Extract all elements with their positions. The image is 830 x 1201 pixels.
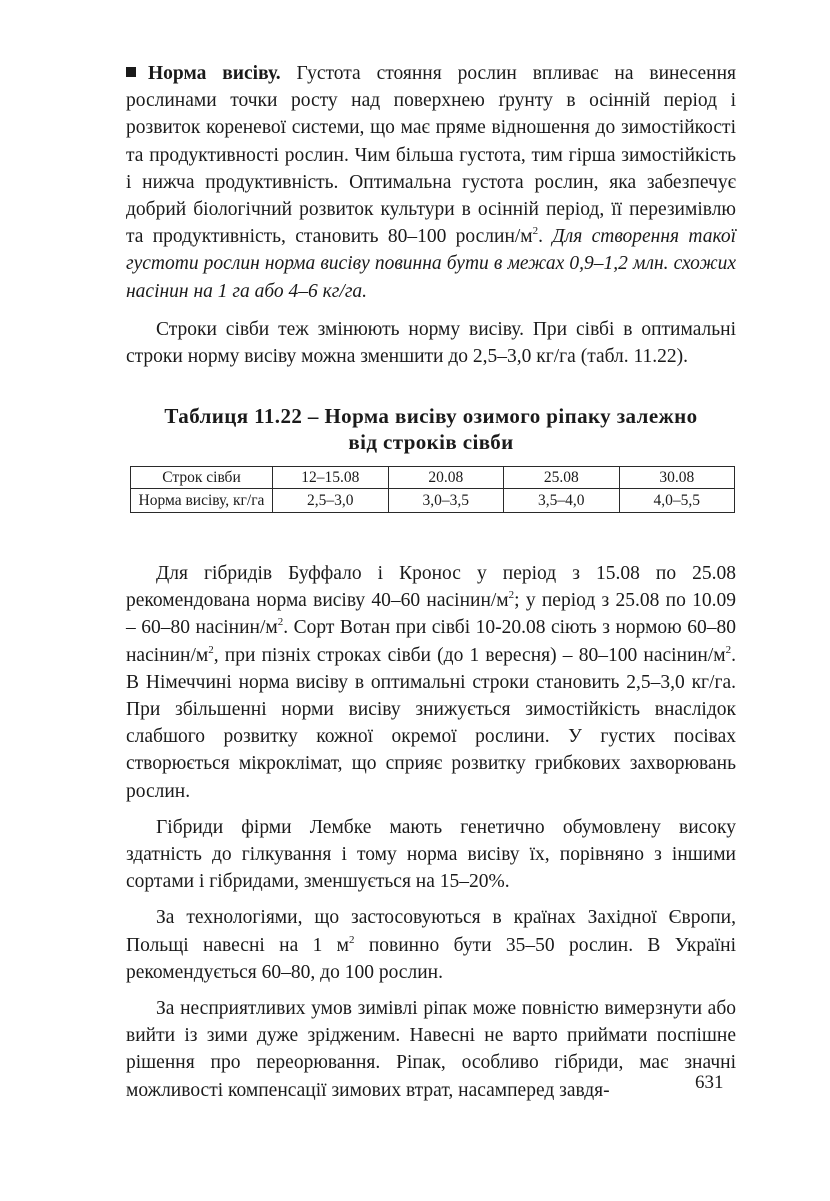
table-header-cell: Строк сівби bbox=[131, 467, 273, 489]
heading-seeding-rate: Норма висіву. bbox=[148, 63, 281, 84]
table-cell: 2,5–3,0 bbox=[273, 489, 389, 513]
paragraph-text: ; у період з 25.08 по 10.09 – 60–80 насінин/м bbox=[126, 590, 736, 639]
superscript: 2 bbox=[725, 643, 732, 656]
paragraph-text: Для гібридів Буффало і Кронос у період з 15.08 по 25.08 рекомендована норма висіву 40–60 насінин/м bbox=[126, 563, 736, 612]
paragraph-text: . bbox=[538, 226, 544, 248]
table-header-cell: 20.08 bbox=[388, 467, 504, 489]
table-row bbox=[131, 489, 735, 513]
paragraph-text: , при пізніх строках сівби (до 1 вересня) – 80–100 насінин/м bbox=[213, 644, 726, 666]
paragraph-text: повинно бути 35–50 рослин. В Україні рекомендується 60–80, до 100 рослин. bbox=[126, 934, 737, 983]
table-header-cell: 25.08 bbox=[504, 467, 620, 489]
table-header-cell: 30.08 bbox=[619, 467, 735, 489]
table-header-cell: 12–15.08 bbox=[273, 467, 389, 489]
paragraph-hybrids bbox=[126, 560, 736, 805]
superscript: 2 bbox=[532, 225, 539, 238]
bullet-square-icon bbox=[126, 67, 136, 77]
section-seeding-rate bbox=[126, 60, 736, 370]
table-cell: 3,5–4,0 bbox=[504, 489, 620, 513]
paragraph-text: . Сорт Вотан при сівбі 10-20.08 сіють з нормою 60–80 насінин/м bbox=[126, 617, 736, 666]
paragraph-text: Густота стояння рослин впливає на винесення рослинами точки росту над поверхнею ґрунту в осінній період і розвиток кореневої системи, що має пряме відношення до зимостійкості та продуктивності рослин. Чим більша густота, тим гірша зимостійкість і нижча продуктивність. Оптимальна густота рослин, яка забезпечує добрий біологічний розвиток культури в осінній період, її перезимівлю та продуктивність, становить 80–100 рослин/м bbox=[126, 63, 736, 248]
table-cell: 3,0–3,5 bbox=[388, 489, 504, 513]
table-caption-line: Таблиця 11.22 – Норма висіву озимого ріпаку залежно bbox=[164, 404, 698, 428]
paragraph-italic-text: Для створення такої густоти рослин норма висіву повинна бути в межах 0,9–1,2 млн. схожих насінин на 1 га або 4–6 кг/га. bbox=[126, 226, 737, 302]
superscript: 2 bbox=[277, 616, 284, 629]
section-hybrids bbox=[126, 560, 736, 1104]
paragraph-text: За технологіями, що застосовуються в країнах Західної Європи, Польщі навесні на 1 м bbox=[126, 907, 736, 956]
table-header-row bbox=[131, 467, 735, 489]
superscript: 2 bbox=[208, 643, 214, 656]
paragraph-text: . В Німеччині норма висіву в оптимальні строки становить 2,5–3,0 кг/га. При збільшенні норми висіву знижується зимостійкість внаслідок слабшого розвитку кожної окремої рослини. У густих посівах створюється мікроклімат, що сприяє розвитку грибкових захворювань рослин. bbox=[126, 644, 736, 802]
paragraph-lembke: Гібриди фірми Лембке мають генетично обумовлену високу здатність до гілкування і тому норма висіву їх, порівняно з іншими сортами і гібридами, зменшується на 15–20%. bbox=[126, 816, 736, 893]
superscript: 2 bbox=[508, 589, 515, 602]
paragraph-technologies bbox=[126, 904, 736, 986]
table-caption bbox=[126, 403, 736, 455]
paragraph-wintering: За несприятливих умов зимівлі ріпак може повністю вимерзнути або вийти із зими дуже зрідженим. Навесні не варто приймати поспішне рішення про переорювання. Ріпак, особливо гібриди, має значні можливості компенсації зимових втрат, насамперед завдя- bbox=[126, 998, 736, 1101]
page-number: 631 bbox=[695, 1072, 724, 1093]
paragraph-sowing-dates: Строки сівби теж змінюють норму висіву. При сівбі в оптимальні строки норму висіву можна зменшити до 2,5–3,0 кг/га (табл. 11.22). bbox=[126, 318, 736, 368]
seeding-rate-table bbox=[130, 466, 735, 513]
table-caption-line: від строків сівби bbox=[348, 430, 514, 454]
table-cell: Норма висіву, кг/га bbox=[131, 489, 273, 513]
superscript: 2 bbox=[349, 933, 355, 946]
table-cell: 4,0–5,5 bbox=[619, 489, 735, 513]
paragraph-seeding-rate bbox=[126, 60, 736, 305]
